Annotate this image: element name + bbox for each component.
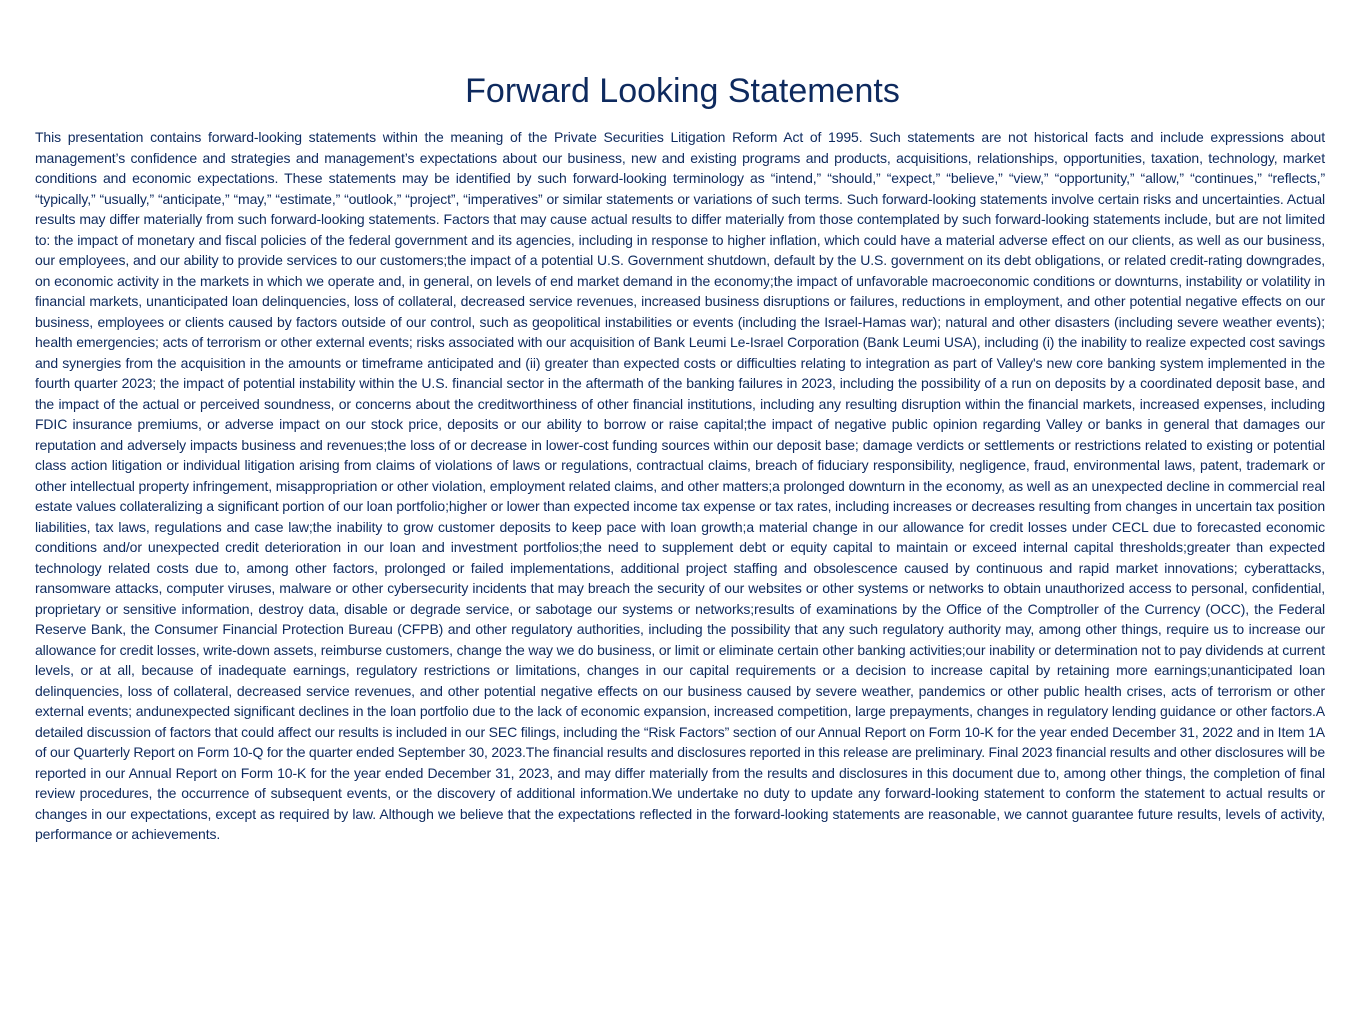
slide-title: Forward Looking Statements <box>465 72 900 110</box>
disclaimer-paragraph: This presentation contains forward-looking statements within the meaning of the Private Securities Litigation Reform Act of 1995. Such statements are not historical facts and include expressions about management’s confidence and strategies and management’s expectations about our business, new and existing programs and products, acquisitions, relationships, opportunities, taxation, technology, market conditions and economic expectations. These statements may be identified by such forward-looking terminology as “intend,” “should,” “expect,” “believe,” “view,” “opportunity,” “allow,” “continues,” “reflects,” “typically,” “usually,” “anticipate,” “may,” “estimate,” “outlook,” “project”, “imperatives” or similar statements or variations of such terms. Such forward-looking statements involve certain risks and uncertainties. Actual results may differ materially from such forward-looking statements. Factors that may cause actual results to differ materially from those contemplated by such forward-looking statements include, but are not limited to: the impact of monetary and fiscal policies of the federal government and its agencies, including in response to higher inflation, which could have a material adverse effect on our clients, as well as our business, our employees, and our ability to provide services to our customers;the impact of a potential U.S. Government shutdown, default by the U.S. government on its debt obligations, or related credit-rating downgrades, on economic activity in the markets in which we operate and, in general, on levels of end market demand in the economy;the impact of unfavorable macroeconomic conditions or downturns, instability or volatility in financial markets, unanticipated loan delinquencies, loss of collateral, decreased service revenues, increased business disruptions or failures, reductions in employment, and other potential negative effects on our business, employees or clients caused by factors outside of our control, such as geopolitical instabilities or events (including the Israel-Hamas war); natural and other disasters (including severe weather events); health emergencies; acts of terrorism or other external events; risks associated with our acquisition of Bank Leumi Le-Israel Corporation (Bank Leumi USA), including (i) the inability to realize expected cost savings and synergies from the acquisition in the amounts or timeframe anticipated and (ii) greater than expected costs or difficulties relating to integration as part of Valley's new core banking system implemented in the fourth quarter 2023; the impact of potential instability within the U.S. financial sector in the aftermath of the banking failures in 2023, including the possibility of a run on deposits by a coordinated deposit base, and the impact of the actual or perceived soundness, or concerns about the creditworthiness of other financial institutions, including any resulting disruption within the financial markets, increased expenses, including FDIC insurance premiums, or adverse impact on our stock price, deposits or our ability to borrow or raise capital;the impact of negative public opinion regarding Valley or banks in general that damages our reputation and adversely impacts business and revenues;the loss of or decrease in lower-cost funding sources within our deposit base; damage verdicts or settlements or restrictions related to existing or potential class action litigation or individual litigation arising from claims of violations of laws or regulations, contractual claims, breach of fiduciary responsibility, negligence, fraud, environmental laws, patent, trademark or other intellectual property infringement, misappropriation or other violation, employment related claims, and other matters;a prolonged downturn in the economy, as well as an unexpected decline in commercial real estate values collateralizing a significant portion of our loan portfolio;higher or lower than expected income tax expense or tax rates, including increases or decreases resulting from changes in uncertain tax position liabilities, tax laws, regulations and case law;the inability to grow customer deposits to keep pace with loan growth;a material change in our allowance for credit losses under CECL due to forecasted economic conditions and/or unexpected credit deterioration in our loan and investment portfolios;the need to supplement debt or equity capital to maintain or exceed internal capital thresholds;greater than expected technology related costs due to, among other factors, prolonged or failed implementations, additional project staffing and obsolescence caused by continuous and rapid market innovations; cyberattacks, ransomware attacks, computer viruses, malware or other cybersecurity incidents that may breach the security of our websites or other systems or networks to obtain unauthorized access to personal, confidential, proprietary or sensitive information, destroy data, disable or degrade service, or sabotage our systems or networks;results of examinations by the Office of the Comptroller of the Currency (OCC), the Federal Reserve Bank, the Consumer Financial Protection Bureau (CFPB) and other regulatory authorities, including the possibility that any such regulatory authority may, among other things, require us to increase our allowance for credit losses, write-down assets, reimburse customers, change the way we do business, or limit or eliminate certain other banking activities;our inability or determination not to pay dividends at current levels, or at all, because of inadequate earnings, regulatory restrictions or limitations, changes in our capital requirements or a decision to increase capital by retaining more earnings;unanticipated loan delinquencies, loss of collateral, decreased service revenues, and other potential negative effects on our business caused by severe weather, pandemics or other public health crises, acts of terrorism or other external events; andunexpected significant declines in the loan portfolio due to the lack of economic expansion, increased competition, large prepayments, changes in regulatory lending guidance or other factors.A detailed discussion of factors that could affect our results is included in our SEC filings, including the “Risk Factors” section of our Annual Report on Form 10-K for the year ended December 31, 2022 and in Item 1A of our Quarterly Report on Form 10-Q for the quarter ended September 30, 2023.The financial results and disclosures reported in this release are preliminary. Final 2023 financial results and other disclosures will be reported in our Annual Report on Form 10-K for the year ended December 31, 2023, and may differ materially from the results and disclosures in this document due to, among other things, the completion of final review procedures, the occurrence of subsequent events, or the discovery of additional information.We undertake no duty to update any forward-looking statement to conform the statement to actual results or changes in our expectations, except as required by law. Although we believe that the expectations reflected in the forward-looking statements are reasonable, we cannot guarantee future results, levels of activity, performance or achievements. <box>35 129 1325 842</box>
